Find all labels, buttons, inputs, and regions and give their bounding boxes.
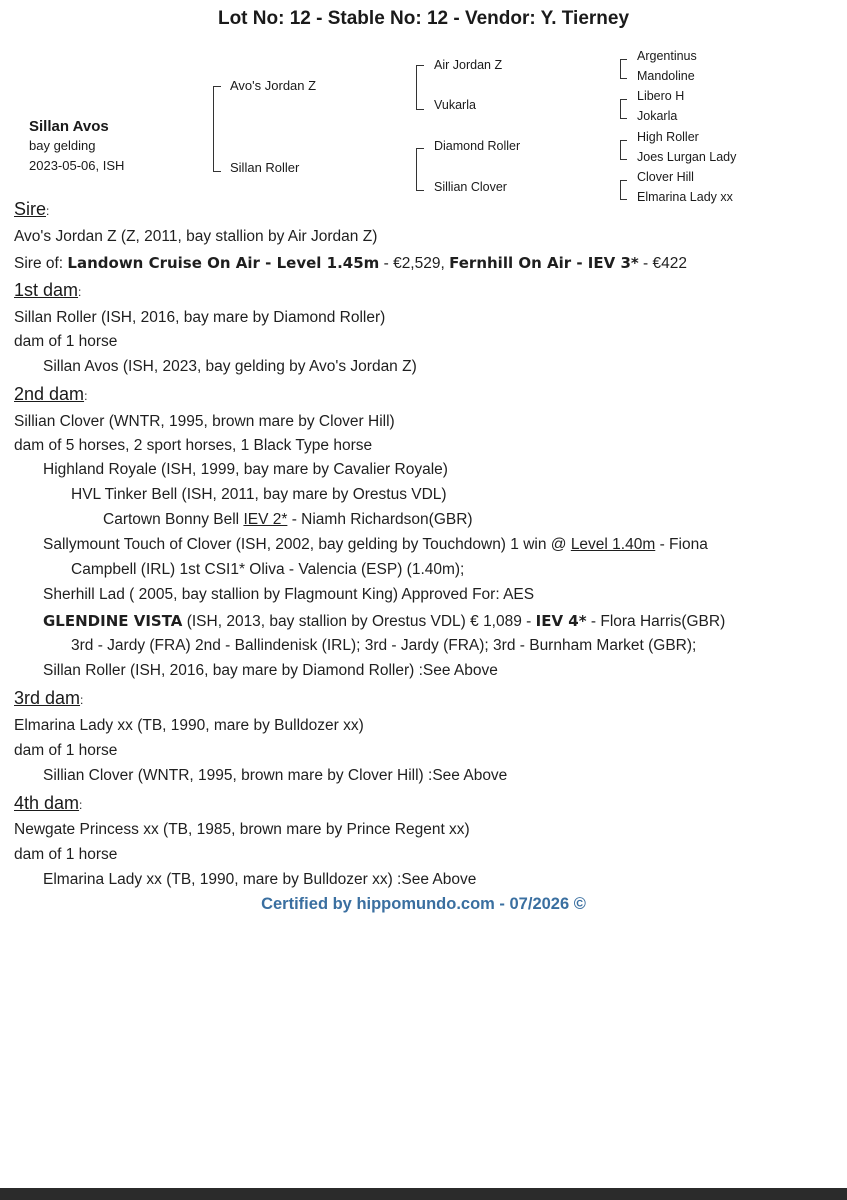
pedigree-sd: Vukarla	[434, 98, 476, 112]
dam2-progeny: Highland Royale (ISH, 1999, bay mare by Cavalier Royale)	[43, 461, 448, 478]
bracket-line	[620, 78, 627, 79]
bracket-line	[620, 118, 627, 119]
dam2-progeny-count: dam of 5 horses, 2 sport horses, 1 Black Type horse	[14, 437, 373, 454]
bracket-line	[416, 190, 424, 191]
section-dam4: 4th dam:	[14, 793, 83, 813]
pedigree-gen3: Argentinus	[637, 49, 697, 63]
dam1-progeny-count: dam of 1 horse	[14, 333, 118, 350]
dam2-progeny: GLENDINE VISTA (ISH, 2013, bay stallion by Orestus VDL) € 1,089 - IEV 4* - Flora Harris(GBR)	[43, 612, 726, 630]
bracket-line	[416, 65, 424, 66]
dam4-progeny: Elmarina Lady xx (TB, 1990, mare by Bulldozer xx) :See Above	[43, 871, 477, 888]
dam3-line: Elmarina Lady xx (TB, 1990, mare by Bulldozer xx)	[14, 717, 364, 734]
bracket-line	[620, 180, 627, 181]
horse-name: Sillan Avos	[29, 118, 109, 135]
pedigree-ss: Air Jordan Z	[434, 58, 503, 72]
pedigree-dam: Sillan Roller	[230, 160, 300, 175]
bottom-bar	[0, 1188, 847, 1200]
bracket-line	[620, 59, 627, 60]
bracket-line	[620, 99, 621, 119]
bracket-line	[416, 109, 424, 110]
bracket-line	[620, 199, 627, 200]
dam2-progeny: Sillan Roller (ISH, 2016, bay mare by Diamond Roller) :See Above	[43, 662, 498, 679]
bracket-line	[620, 99, 627, 100]
dam1-line: Sillan Roller (ISH, 2016, bay mare by Diamond Roller)	[14, 309, 386, 326]
bracket-line	[416, 148, 417, 191]
dam1-progeny: Sillan Avos (ISH, 2023, bay gelding by Avo's Jordan Z)	[43, 358, 417, 375]
dam3-progeny-count: dam of 1 horse	[14, 742, 118, 759]
dam2-progeny: HVL Tinker Bell (ISH, 2011, bay mare by Orestus VDL)	[71, 486, 447, 503]
pedigree-gen3: Libero H	[637, 89, 685, 103]
bracket-line	[620, 159, 627, 160]
dam2-progeny: Cartown Bonny Bell IEV 2* - Niamh Richardson(GBR)	[103, 511, 473, 528]
pedigree-gen3: Jokarla	[637, 109, 678, 123]
sire-offspring-line	[14, 254, 687, 273]
bracket-line	[620, 140, 627, 141]
bracket-line	[416, 65, 417, 110]
pedigree-gen3: Clover Hill	[637, 170, 694, 184]
dam2-progeny-cont: 3rd - Jardy (FRA) 2nd - Ballindenisk (IRL); 3rd - Jardy (FRA); 3rd - Burnham Market (GBR);	[71, 637, 697, 654]
offspring-prize: - €2,529,	[379, 255, 445, 272]
section-dam3: 3rd dam:	[14, 688, 84, 708]
offspring-name: Landown Cruise On Air - Level 1.45m	[67, 254, 380, 272]
dam2-progeny-cont: Campbell (IRL) 1st CSI1* Oliva - Valencia (ESP) (1.40m);	[71, 561, 465, 578]
horse-description: bay gelding	[29, 138, 96, 153]
section-dam2: 2nd dam:	[14, 384, 88, 404]
dam2-progeny: Sherhill Lad ( 2005, bay stallion by Flagmount King) Approved For: AES	[43, 586, 535, 603]
dam4-progeny-count: dam of 1 horse	[14, 846, 118, 863]
bracket-line	[416, 148, 424, 149]
dam3-progeny: Sillian Clover (WNTR, 1995, brown mare by Clover Hill) :See Above	[43, 767, 508, 784]
section-title: 2nd dam	[14, 384, 85, 404]
page-title: Lot No: 12 - Stable No: 12 - Vendor: Y. Tierney	[217, 8, 630, 29]
bracket-line	[620, 59, 621, 79]
bracket-line	[213, 86, 221, 87]
pedigree-gen3: Mandoline	[637, 69, 695, 83]
pedigree-gen3: High Roller	[637, 130, 699, 144]
section-title: Sire	[14, 199, 47, 219]
section-sire: Sire:	[14, 199, 50, 219]
dam4-line: Newgate Princess xx (TB, 1985, brown mare by Prince Regent xx)	[14, 821, 470, 838]
dam2-line: Sillian Clover (WNTR, 1995, brown mare by Clover Hill)	[14, 413, 395, 430]
certification-footer: Certified by hippomundo.com - 07/2026 ©	[261, 895, 586, 913]
section-title: 1st dam	[14, 280, 79, 300]
section-dam1: 1st dam:	[14, 280, 82, 300]
pedigree-sire: Avo's Jordan Z	[230, 78, 317, 93]
bracket-line	[213, 171, 221, 172]
offspring-name: Fernhill On Air - IEV 3*	[449, 254, 639, 272]
sire-line: Avo's Jordan Z (Z, 2011, bay stallion by Air Jordan Z)	[14, 228, 378, 245]
bracket-line	[620, 140, 621, 160]
dam2-progeny: Sallymount Touch of Clover (ISH, 2002, bay gelding by Touchdown) 1 win @ Level 1.40m - Fiona	[43, 536, 708, 553]
pedigree-ds: Diamond Roller	[434, 139, 521, 153]
section-title: 3rd dam	[14, 688, 81, 708]
offspring-prize: - €422	[638, 255, 687, 272]
bracket-line	[213, 86, 214, 172]
pedigree-gen3: Elmarina Lady xx	[637, 190, 733, 204]
bracket-line	[620, 180, 621, 200]
sire-of-label: Sire of:	[14, 255, 64, 272]
pedigree-dd: Sillian Clover	[434, 180, 507, 194]
section-title: 4th dam	[14, 793, 80, 813]
horse-birth: 2023-05-06, ISH	[29, 158, 125, 173]
pedigree-gen3: Joes Lurgan Lady	[637, 150, 737, 164]
